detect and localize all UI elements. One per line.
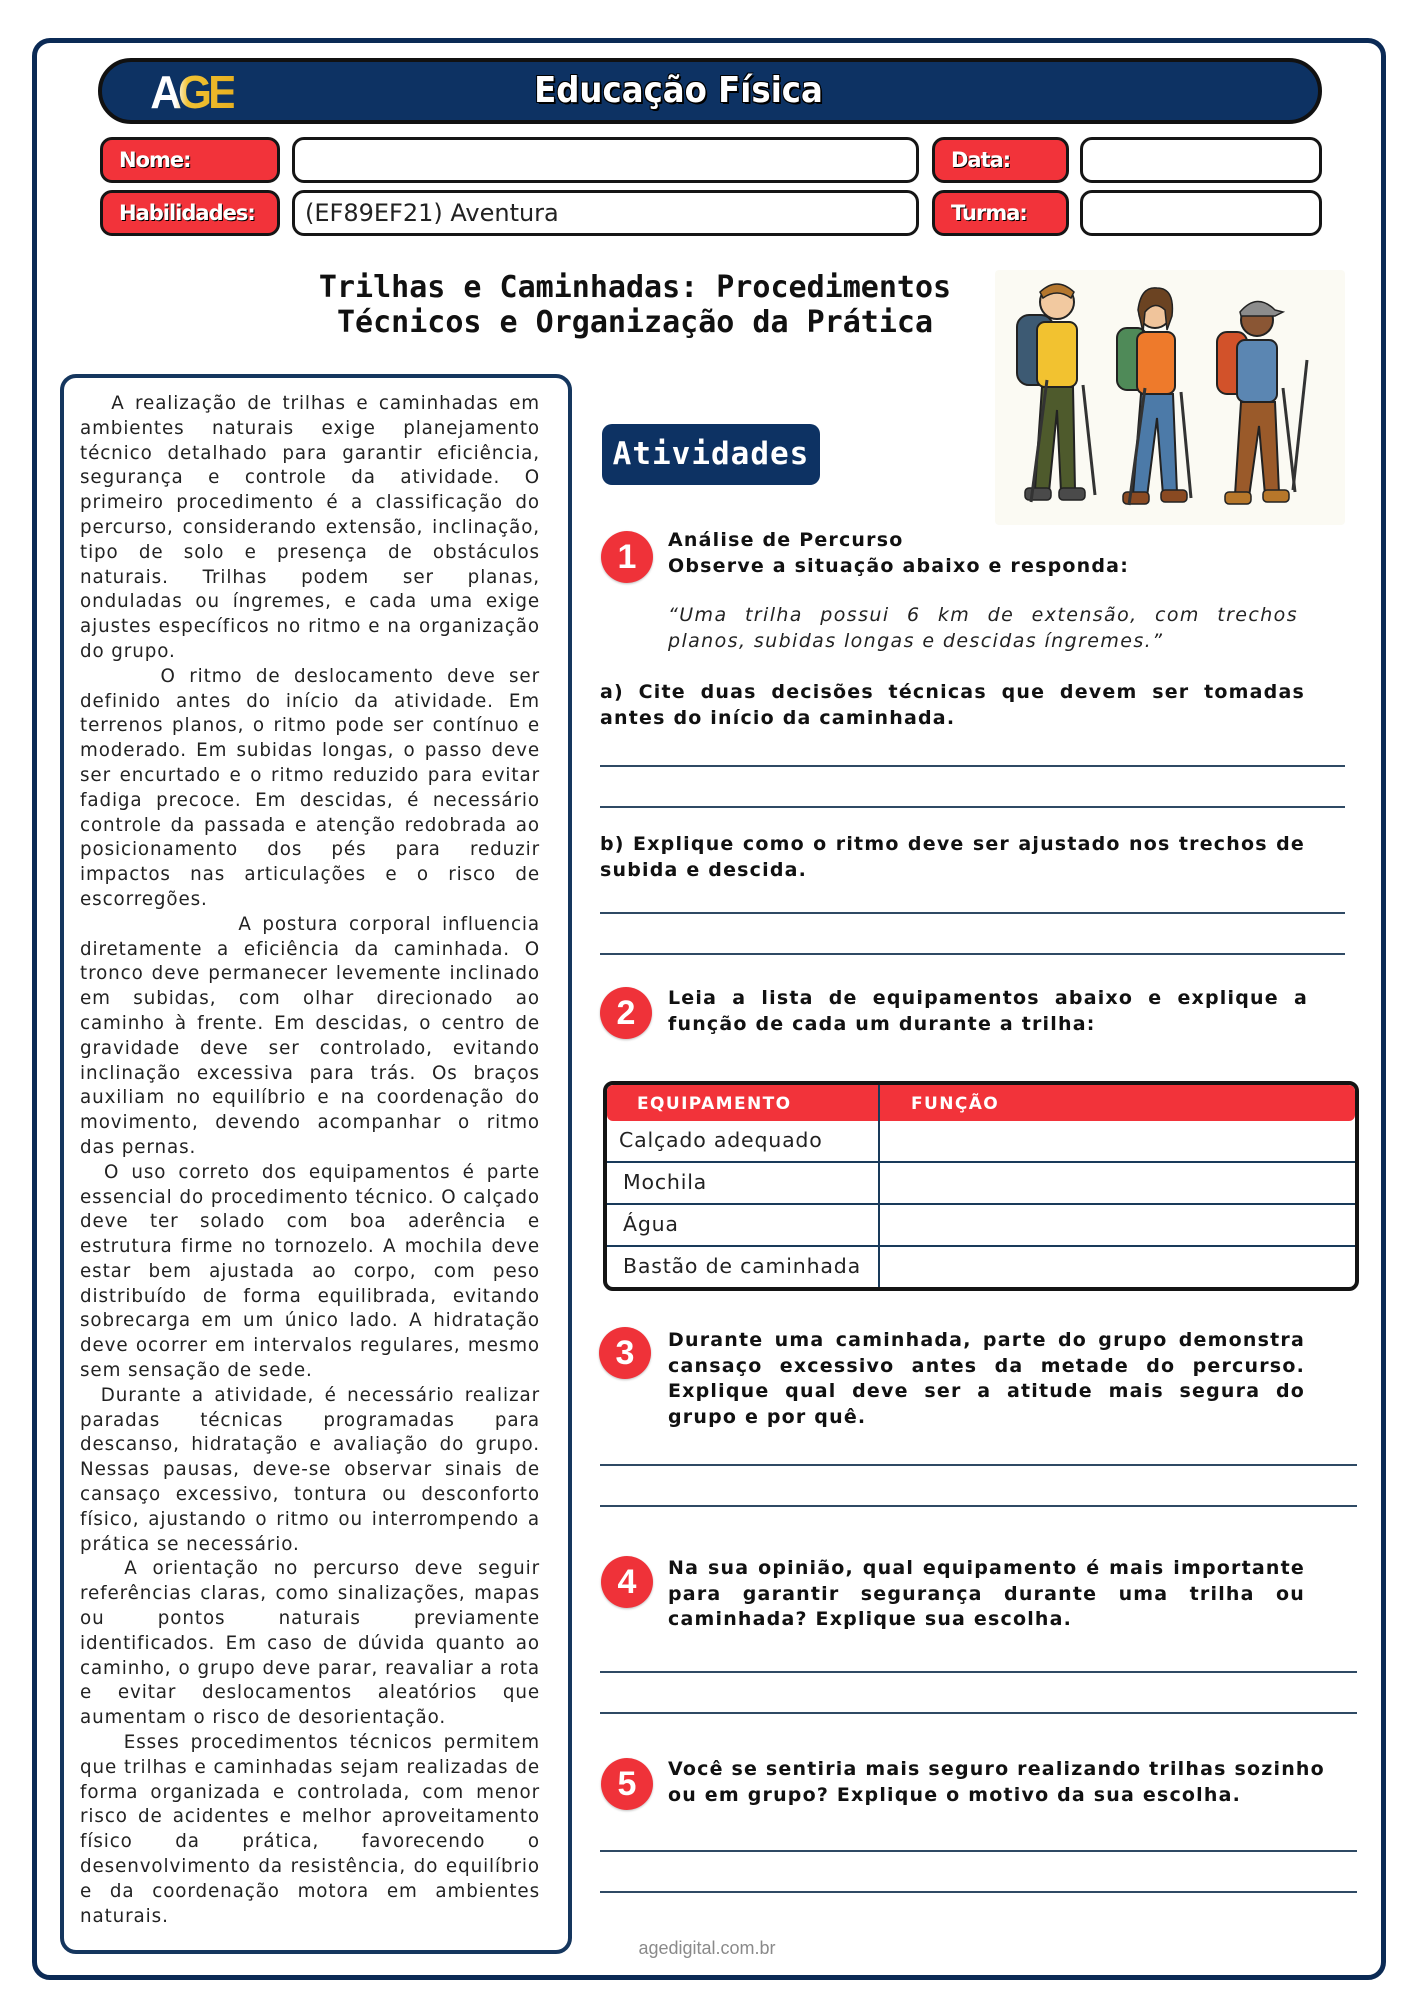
answer-line[interactable] <box>600 1891 1357 1893</box>
hiker-2 <box>1117 288 1191 505</box>
skills-field[interactable]: (EF89EF21) Aventura <box>292 190 919 236</box>
table-row <box>607 1163 1355 1205</box>
answer-line[interactable] <box>600 765 1345 767</box>
document-title <box>300 270 970 340</box>
table-row <box>607 1247 1355 1289</box>
hiker-3 <box>1217 301 1307 504</box>
question-1a: a) Cite duas decisões técnicas que devem ser tomadas antes do início da caminhada. <box>600 681 1305 729</box>
question-3-number-icon: 3 <box>599 1327 651 1379</box>
document-title-line-2: Técnicos e Organização da Prática <box>336 305 934 340</box>
skills-label: Habilidades: <box>100 190 280 236</box>
paragraph: Durante a atividade, é necessário realizar paradas técnicas programadas para descanso, hidratação e avaliação do grupo. Nessas pausas, deve-se observar sinais de cansaço excessivo, tontura ou desconforto físico, ajustando o ritmo ou interrompendo a prática se necessário. <box>80 1384 540 1555</box>
age-logo: AGE <box>150 66 234 118</box>
answer-line[interactable] <box>600 953 1345 955</box>
equipment-cell: Água <box>623 1212 679 1236</box>
question-2-number-icon: 2 <box>600 987 652 1039</box>
answer-line[interactable] <box>600 1850 1357 1852</box>
answer-line[interactable] <box>600 806 1345 808</box>
answer-line[interactable] <box>600 912 1345 914</box>
reading-text-box <box>60 374 572 1954</box>
paragraph: O ritmo de deslocamento deve ser definido antes do início da atividade. Em terrenos planos, o ritmo pode ser contínuo e moderado. Em subidas longas, o passo deve ser encurtado e o ritmo reduzido para evitar fadiga precoce. Em descidas, é necessário controle da passada e atenção redobrada ao posicionamento dos pés para reduzir impactos nas articulações e o risco de escorregões. <box>80 665 540 910</box>
hikers-icon <box>995 270 1345 525</box>
document-title-line-1: Trilhas e Caminhadas: Procedimentos <box>318 270 952 305</box>
question-5-number-icon: 5 <box>601 1758 653 1810</box>
question-1-number-icon: 1 <box>601 531 653 583</box>
header-function: FUNÇÃO <box>911 1094 1000 1114</box>
equipment-cell: Calçado adequado <box>619 1128 823 1152</box>
header-equipment: EQUIPAMENTO <box>637 1094 792 1114</box>
column-divider <box>878 1085 880 1287</box>
class-label: Turma: <box>932 190 1069 236</box>
footer-site[interactable]: agedigital.com.br <box>638 1938 776 1958</box>
date-field[interactable] <box>1080 137 1322 183</box>
equipment-table-header <box>607 1085 1355 1121</box>
question-2-text: Leia a lista de equipamentos abaixo e explique a função de cada um durante a trilha: <box>668 987 1308 1035</box>
hikers-illustration <box>995 270 1345 525</box>
table-row <box>607 1121 1355 1163</box>
paragraph: A orientação no percurso deve seguir referências claras, como sinalizações, mapas ou pontos naturais previamente identificados. Em caso de dúvida quanto ao caminho, o grupo deve parar, reavaliar a rota e evitar deslocamentos aleatórios que aumentam o risco de desorientação. <box>80 1558 540 1729</box>
paragraph: Esses procedimentos técnicos permitem que trilhas e caminhadas sejam realizadas de forma organizada e controlada, com menor risco de acidentes e melhor aproveitamento físico da prática, favorecendo o desenvolvimento da resistência, do equilíbrio e da coordenação motora em ambientes naturais. <box>80 1732 540 1927</box>
question-4-text: Na sua opinião, qual equipamento é mais importante para garantir segurança durante uma trilha ou caminhada? Explique sua escolha. <box>668 1557 1305 1630</box>
question-4-number-icon: 4 <box>601 1556 653 1608</box>
answer-line[interactable] <box>600 1505 1357 1507</box>
paragraph: O uso correto dos equipamentos é parte essencial do procedimento técnico. O calçado deve ter solado com boa aderência e estrutura firme no tornozelo. A mochila deve estar bem ajustada ao corpo, com peso distribuído de forma equilibrada, evitando sobrecarga em um único lado. A hidratação deve ocorrer em intervalos regulares, mesmo sem sensação de sede. <box>80 1161 540 1382</box>
equipment-cell: Bastão de caminhada <box>623 1254 861 1278</box>
question-1-prompt: Observe a situação abaixo e responda: <box>668 555 1129 577</box>
name-label: Nome: <box>100 137 280 183</box>
date-label: Data: <box>932 137 1069 183</box>
hiker-1 <box>1017 284 1095 502</box>
name-field[interactable] <box>292 137 919 183</box>
equipment-cell: Mochila <box>623 1170 708 1194</box>
answer-line[interactable] <box>600 1464 1357 1466</box>
question-1-title: Análise de Percurso <box>668 529 904 551</box>
class-field[interactable] <box>1080 190 1322 236</box>
header-bar <box>98 58 1322 124</box>
question-1-quote: “Uma trilha possui 6 km de extensão, com trechos planos, subidas longas e descidas íngremes.” <box>668 604 1298 652</box>
question-5-text: Você se sentiria mais seguro realizando trilhas sozinho ou em grupo? Explique o motivo da sua escolha. <box>668 1758 1325 1806</box>
answer-line[interactable] <box>600 1671 1357 1673</box>
equipment-table <box>603 1081 1359 1291</box>
question-1b: b) Explique como o ritmo deve ser ajustado nos trechos de subida e descida. <box>600 833 1305 881</box>
paragraph: A postura corporal influencia diretamente a eficiência da caminhada. O tronco deve permanecer levemente inclinado em subidas, com olhar direcionado ao caminho à frente. Em descidas, o centro de gravidade deve ser controlado, evitando inclinação excessiva para trás. Os braços auxiliam no equilíbrio e na coordenação do movimento, devendo acompanhar o ritmo das pernas. <box>80 913 540 1158</box>
subject-title: Educação Física <box>534 70 823 111</box>
table-row <box>607 1205 1355 1247</box>
answer-line[interactable] <box>600 1712 1357 1714</box>
paragraph: A realização de trilhas e caminhadas em ambientes naturais exige planejamento técnico detalhado para garantir eficiência, segurança e controle da atividade. O primeiro procedimento é a classificação do percurso, considerando extensão, inclinação, tipo de solo e presença de obstáculos naturais. Trilhas podem ser planas, onduladas ou íngremes, e cada uma exige ajustes específicos no ritmo e na organização do grupo. <box>80 393 540 662</box>
question-3-text: Durante uma caminhada, parte do grupo demonstra cansaço excessivo antes da metade do percurso. Explique qual deve ser a atitude mais segura do grupo e por quê. <box>668 1329 1305 1428</box>
activities-badge: Atividades <box>602 424 820 485</box>
